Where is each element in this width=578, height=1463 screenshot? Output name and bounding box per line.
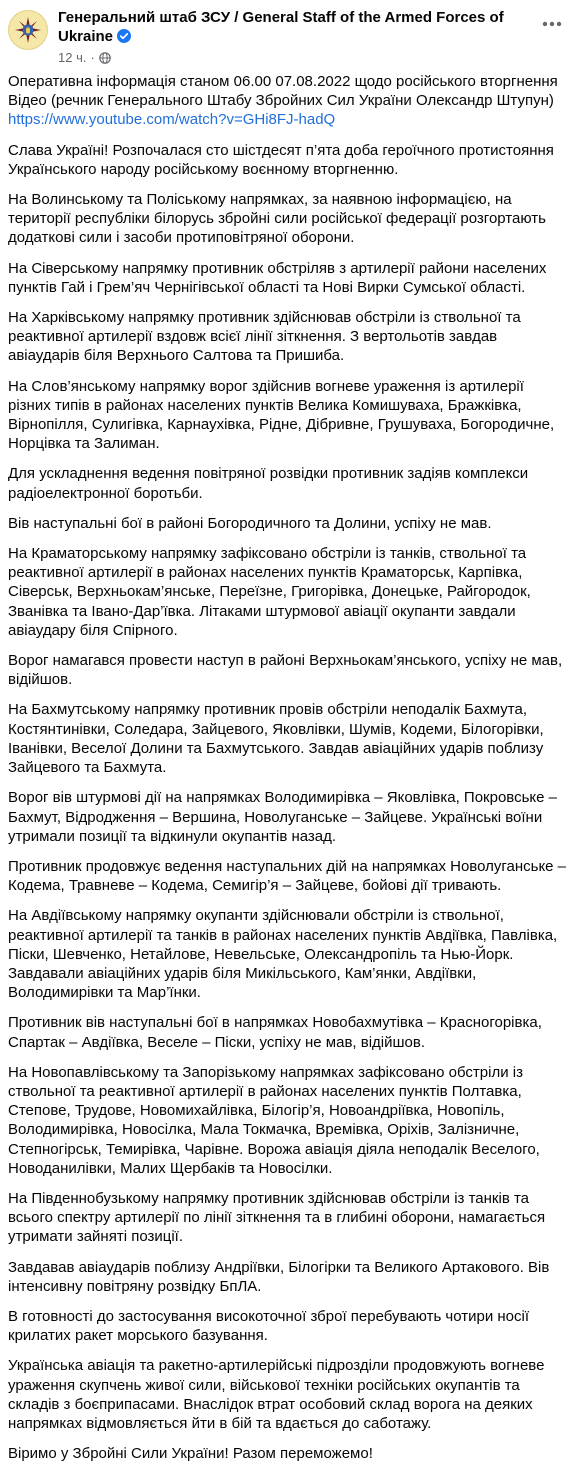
post-paragraph: Противник вів наступальні бої в напрямках Новобахмутівка – Красногорівка, Спартак – Авдіївка, Веселе – Піски, успіху не мав, відійшов. bbox=[8, 1014, 542, 1051]
armed-forces-emblem-icon bbox=[13, 15, 43, 45]
post-paragraph: На Новопавлівському та Запорізькому напрямках зафіксовано обстріли із ствольної та реактивної артилерії в районах населених пунктів Полтавка, Степове, Трудове, Новомихайлівка, Білогір’я, Новоандріївка, Новопіль, Володимирівка, Новосілка, Мала Токмачка, Времівка, Оріхів, Залізничне, Степногірськ, Темирівка, Чарівне. Ворожа авіація діяла неподалік Веселого, Новоданилівки, Малих Щербаків та Новосілки. bbox=[8, 1063, 540, 1177]
post-paragraph: На Харківському напрямку противник здійснював обстріли із ствольної та реактивної артилерії вздовж всієї лінії зіткнення. З вертольотів завдав авіаударів біля Верхнього Салтова та Пришиба. bbox=[8, 309, 521, 365]
post-time-row bbox=[58, 50, 530, 66]
post-paragraphs bbox=[8, 141, 570, 1463]
post-meta bbox=[58, 8, 570, 66]
post-options-button[interactable] bbox=[536, 12, 568, 36]
post-paragraph: Ворог вів штурмові дії на напрямках Володимирівка – Яковлівка, Покровське – Бахмут, Відродження – Вершина, Новолуганське – Зайцеве. Українські воїни утримали позиції та відкинули окупантів назад. bbox=[8, 789, 558, 845]
post-paragraph: Завдавав авіаударів поблизу Андріївки, Білогірки та Великого Артакового. Вів інтенсивну повітряну розвідку БпЛА. bbox=[8, 1258, 550, 1295]
separator-dot: · bbox=[90, 50, 95, 65]
youtube-video-link[interactable]: https://www.youtube.com/watch?v=GHi8FJ-hadQ bbox=[8, 111, 336, 129]
post-paragraph: На Південнобузькому напрямку противник здійснював обстріли із танків та всього спектру артилерії по лінії зіткнення та в глибині оборони, намагається утримати зайняті позиції. bbox=[8, 1189, 546, 1246]
post-paragraph: На Бахмутському напрямку противник провів обстріли неподалік Бахмута, Костянтинівки, Соледара, Зайцевого, Яковлівки, Шумів, Кодеми, Білогорівки, Іванівки, Веселої Долини та Бахмутського. Завдав авіаційних ударів поблизу Зайцевого та Бахмута. bbox=[8, 701, 544, 777]
post-paragraph: В готовності до застосування високоточної зброї перебувають чотири носії крилатих ракет морського базування. bbox=[8, 1307, 530, 1345]
post-paragraph: На Слов’янському напрямку ворог здійснив вогневе ураження із артилерії різних типів в районах населених пунктів Велика Комишуваха, Бражківка, Вірнопілля, Сулигівка, Карнаухівка, Рідне, Дібривне, Грушуваха, Богородичне, Норцівка та Залиман. bbox=[8, 377, 555, 453]
post-paragraph: Слава Україні! Розпочалася сто шістдесят п’ята доба героїчного протистояння Українського народу російському воєнному вторгненню. bbox=[8, 141, 554, 178]
post-paragraph: На Сіверському напрямку противник обстріляв з артилерії райони населених пунктів Гай і Грем’яч Чернігівської області та Нові Вирки Сумської області. bbox=[8, 259, 547, 296]
page-name-link[interactable]: Генеральний штаб ЗСУ / General Staff of the Armed Forces of Ukraine bbox=[58, 9, 504, 45]
post-paragraph: Українська авіація та ракетно-артилерійські підрозділи продовжують вогневе ураження скупчень живої сили, військової техніки російських окупантів та складів з боєприпасами. Внаслідок втрат особовий склад ворога на деяких напрямках відмовляється йти в бій та вдається до саботажу. bbox=[8, 1357, 545, 1432]
page-avatar[interactable] bbox=[8, 10, 48, 50]
globe-icon[interactable] bbox=[99, 52, 111, 64]
more-horizontal-icon bbox=[542, 21, 562, 27]
post-paragraph: Віримо у Збройні Сили України! Разом переможемо! bbox=[8, 1445, 373, 1463]
post-paragraph: Противник продовжує ведення наступальних дій на напрямках Новолуганське – Кодема, Травневе – Кодема, Семигір’я – Зайцеве, бойові дії тривають. bbox=[8, 857, 567, 895]
post-paragraph: На Краматорському напрямку зафіксовано обстріли із танків, ствольної та реактивної артилерії в районах населених пунктів Краматорськ, Карпівка, Сіверськ, Верхньокам’янське, Переїзне, Григорівка, Донецьке, Райгородок, Званівка та Івано-Дар’ївка. Літаками штурмової авіації окупанти завдали авіаудару біля Спірного. bbox=[8, 545, 531, 639]
verified-badge-icon bbox=[117, 29, 131, 48]
post-paragraph: Вів наступальні бої в районі Богородичного та Долини, успіху не мав. bbox=[8, 514, 492, 532]
post-header bbox=[8, 8, 570, 64]
page-name bbox=[58, 8, 530, 48]
post-intro-paragraph bbox=[8, 72, 570, 130]
post-paragraph: На Волинському та Поліському напрямках, за наявною інформацією, на території республіки білорусь збройні сили російської федерації розгортають додаткові сили і засоби протиповітряної оборони. bbox=[8, 191, 546, 247]
post-content bbox=[8, 72, 570, 1463]
post-timestamp[interactable]: 12 ч. bbox=[58, 50, 87, 65]
post-paragraph: Ворог намагався провести наступ в районі Верхньокам’янського, успіху не мав, відійшов. bbox=[8, 652, 563, 689]
post-paragraph: Для ускладнення ведення повітряної розвідки противник задіяв комплекси радіоелектронної боротьби. bbox=[8, 465, 529, 502]
post-paragraph: На Авдіївському напрямку окупанти здійснювали обстріли із ствольної, реактивної артилерії та танків в районах населених пунктів Авдіївка, Павлівка, Піски, Шевченко, Нетайлове, Невельське, Олександропіль та Нью-Йорк. Завдавали авіаційних ударів біля Микільського, Кам’янки, Авдіївки, Володимирівки та Мар’їнки. bbox=[8, 907, 558, 1002]
post-intro-text: Оперативна інформація станом 06.00 07.08.2022 щодо російського вторгнення Відео (речник Генерального Штабу Збройних Сил України Олександр Штупун) bbox=[8, 73, 558, 110]
